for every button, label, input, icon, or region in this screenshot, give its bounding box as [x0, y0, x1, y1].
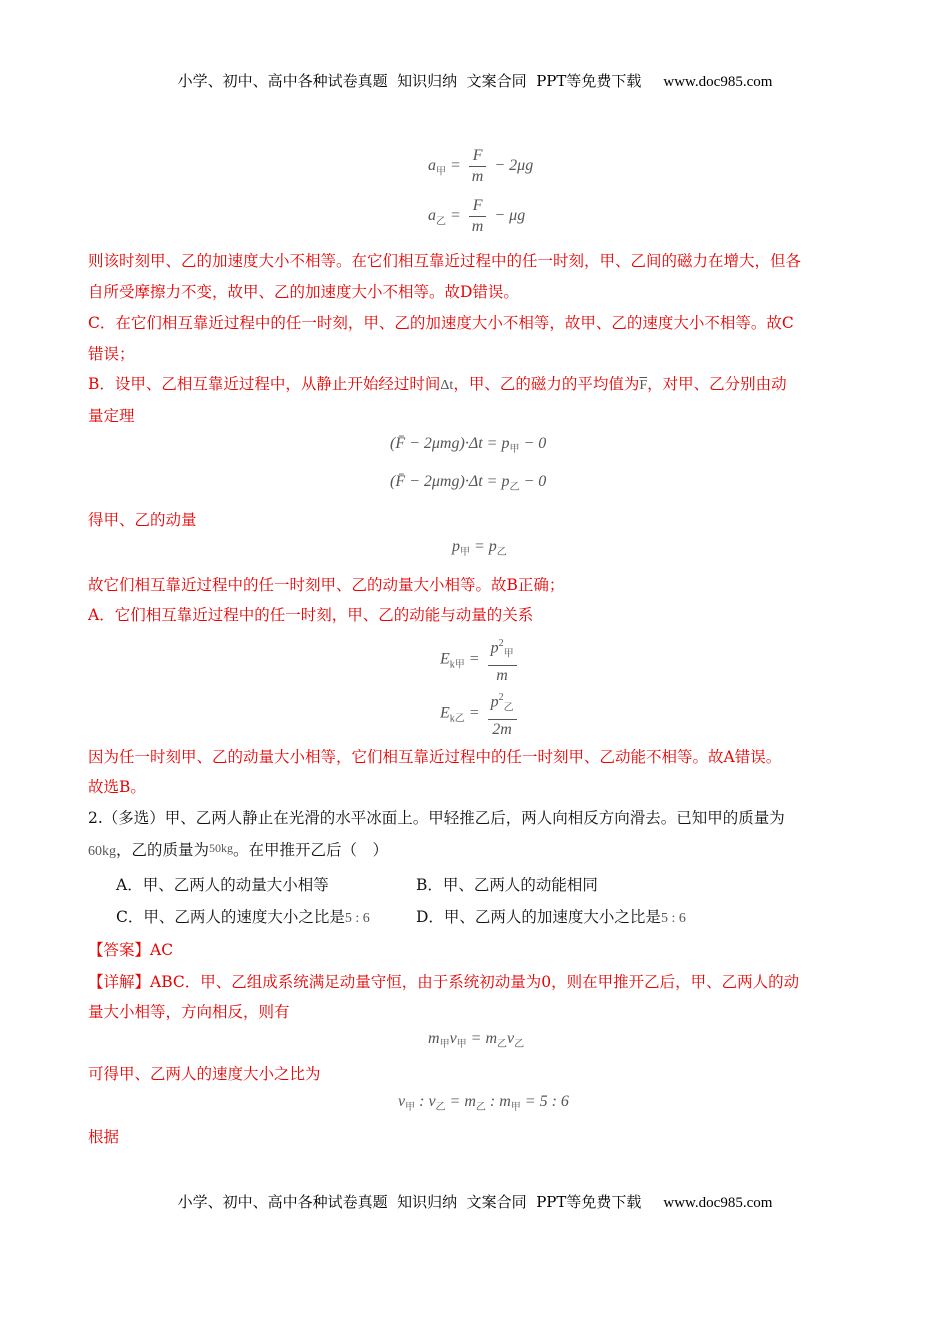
paragraph-a-wrong: 因为任一时刻甲、乙的动量大小相等，它们相互靠近过程中的任一时刻甲、乙动能不相等。故A错误。 [88, 748, 782, 766]
paragraph-d-2: 自所受摩擦力不变，故甲、乙的加速度大小不相等。故D错误。 [88, 283, 519, 301]
option-a: A．甲、乙两人的动量大小相等 [116, 876, 329, 894]
paragraph-momentum: 得甲、乙的动量 [88, 511, 197, 529]
equation-ek-jia: $E_{k甲}$ = $\frac{p^2_甲}{m}$ [440, 634, 521, 686]
equation-impulse-yi: (F̄ − $2\mu mg)\cdot\Delta t = p_乙 - 0$ [390, 473, 547, 494]
option-d: D．甲、乙两人的加速度大小之比是5 : 6 [416, 908, 686, 926]
paragraph-according: 根据 [88, 1128, 120, 1146]
paragraph-b-correct: 故它们相互靠近过程中的任一时刻甲、乙的动量大小相等。故B正确； [88, 576, 565, 594]
question-2-line-1: 2.（多选）甲、乙两人静止在光滑的水平冰面上。甲轻推乙后，两人向相反方向滑去。已知甲的质量为 [88, 809, 785, 827]
footer-text: 小学、初中、高中各种试卷真题 知识归纳 文案合同 PPT等免费下载 [177, 1193, 642, 1211]
paragraph-b-1: B．设甲、乙相互靠近过程中，从静止开始经过时间Δt，甲、乙的磁力的平均值为$\overline{F}$，对甲、乙分别由动 [88, 375, 787, 393]
option-c: C．甲、乙两人的速度大小之比是5 : 6 [116, 908, 370, 926]
page-header [0, 70, 950, 91]
paragraph-a-relation: A．它们相互靠近过程中的任一时刻，甲、乙的动能与动量的关系 [88, 606, 534, 624]
detail-1: 【详解】ABC．甲、乙组成系统满足动量守恒，由于系统初动量为0，则在甲推开乙后，甲、乙两人的动 [88, 973, 800, 991]
equation-impulse-jia: (F̄ − $2\mu mg)\cdot\Delta t = p_甲 - 0$ [390, 435, 547, 456]
page-footer [0, 1191, 950, 1212]
equation-a-yi: $a_乙$ = $\frac{F}{m}$ − μg [428, 197, 526, 235]
equation-momentum-equal: $p_甲 = p_乙$ [452, 538, 507, 559]
paragraph-c-2: 错误； [88, 345, 135, 363]
header-text: 小学、初中、高中各种试卷真题 知识归纳 文案合同 PPT等免费下载 [177, 72, 642, 90]
answer: 【答案】AC [88, 941, 174, 959]
paragraph-choose-b: 故选B。 [88, 778, 146, 796]
paragraph-speed-ratio: 可得甲、乙两人的速度大小之比为 [88, 1065, 321, 1083]
equation-speed-ratio: $v_甲$ : $v_乙 = m_乙$ : $m_甲 = 5$ : 6 [398, 1093, 569, 1114]
footer-site: www.doc985.com [663, 1195, 773, 1211]
equation-a-jia: $a_甲$ = $\frac{F}{m}$ − 2μg [428, 147, 534, 185]
paragraph-c-1: C．在它们相互靠近过程中的任一时刻，甲、乙的加速度大小不相等，故甲、乙的速度大小不相等。故C [88, 314, 794, 332]
option-b: B．甲、乙两人的动能相同 [416, 876, 598, 894]
detail-2: 量大小相等，方向相反，则有 [88, 1003, 290, 1021]
equation-momentum-conservation: $m_甲v_甲 = m_乙v_乙$ [428, 1030, 525, 1051]
paragraph-b-2: 量定理 [88, 407, 135, 425]
equation-ek-yi: $E_{k乙}$ = $\frac{p^2_乙}{2m}$ [440, 688, 521, 740]
paragraph-d-1: 则该时刻甲、乙的加速度大小不相等。在它们相互靠近过程中的任一时刻，甲、乙间的磁力在增大，但各 [88, 252, 802, 270]
question-2-line-2: 60kg，乙的质量为50kg。在甲推开乙后（ ） [88, 841, 389, 859]
header-site: www.doc985.com [663, 74, 773, 90]
